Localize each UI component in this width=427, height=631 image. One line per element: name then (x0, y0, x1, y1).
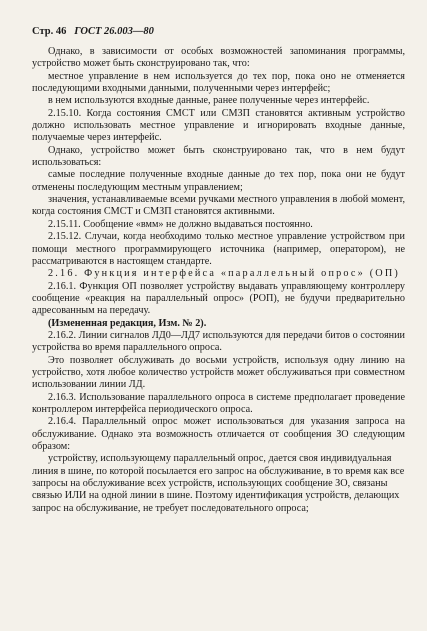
paragraph: значения, устанавливаемые всеми ручками местного управления в любой момент, когда состояния СМСТ и СМЗП становятся активными. (32, 194, 405, 218)
revision-note: (Измененная редакция, Изм. № 2). (48, 317, 207, 329)
paragraph: самые последние полученные входные данные до тех пор, пока они не будут отменены последующим местным управлением; (32, 169, 405, 193)
page-header (32, 26, 405, 40)
paragraph: местное управление в нем используется до тех пор, пока оно не отменяется последующими входными данными, полученными через интерфейс; (32, 70, 405, 95)
paragraph: 2.15.11. Сообщение «вмм» не должно выдаваться постоянно. (48, 218, 313, 230)
paragraph: 2.16.3. Использование параллельного опроса в системе предполагает проведение контроллером интерфейса периодического опроса. (32, 391, 405, 415)
paragraph: устройству, использующему параллельный опрос, дается своя индивидуальная линия в шине, по которой посылается его запрос на обслуживание, в то время как все запросы на обслуживание всех устройств, использующих сообщение ЗО, связаны связью ИЛИ на одной линии в шине. Поэтому идентификация устройств, делающих запрос на обслуживание, не требует последовательного опроса; (32, 453, 405, 514)
paragraph: 2.15.10. Когда состояния СМСТ или СМЗП становятся активным устройство должно использовать местное управление и игнорировать входные данные, получаемые через интерфейс. (32, 107, 405, 144)
paragraph: 2.16.1. Функция ОП позволяет устройству выдавать управляющему контроллеру сообщение «реакция на параллельный опрос» (РОП), не будучи предварительно адресованным на передачу. (32, 280, 405, 317)
paragraph: 2.16.2. Линии сигналов ЛД0—ЛД7 используются для передачи битов о состоянии устройства во время параллельного опроса. (32, 329, 405, 354)
page-label: Стр. 46 (32, 26, 67, 37)
standard-code: ГОСТ 26.003—80 (74, 26, 154, 37)
paragraph: Однако, в зависимости от особых возможностей запоминания программы, устройство может быть сконструировано так, что: (32, 46, 405, 70)
section-title: 2.16. Функция интерфейса «параллельный опрос» (ОП) (48, 268, 400, 280)
paragraph: 2.16.4. Параллельный опрос может использоваться для указания запроса на обслуживание. Однако эта возможность отличается от сообщения ЗО следующим образом: (32, 416, 405, 452)
paragraph: Это позволяет обслуживать до восьми устройств, используя одну линию на устройство, хотя любое количество устройств может обслуживаться при совместном использовании линии ЛД. (32, 354, 405, 391)
paragraph: Однако, устройство может быть сконструировано так, что в нем будут использоваться: (32, 144, 405, 169)
paragraph: 2.15.12. Случаи, когда необходимо только местное управление устройством при помощи местного программирующего источника (например, оператором), не рассматриваются в настоящем стандарте. (32, 231, 405, 267)
paragraph: в нем используются входные данные, ранее полученные через интерфейс. (48, 95, 370, 107)
